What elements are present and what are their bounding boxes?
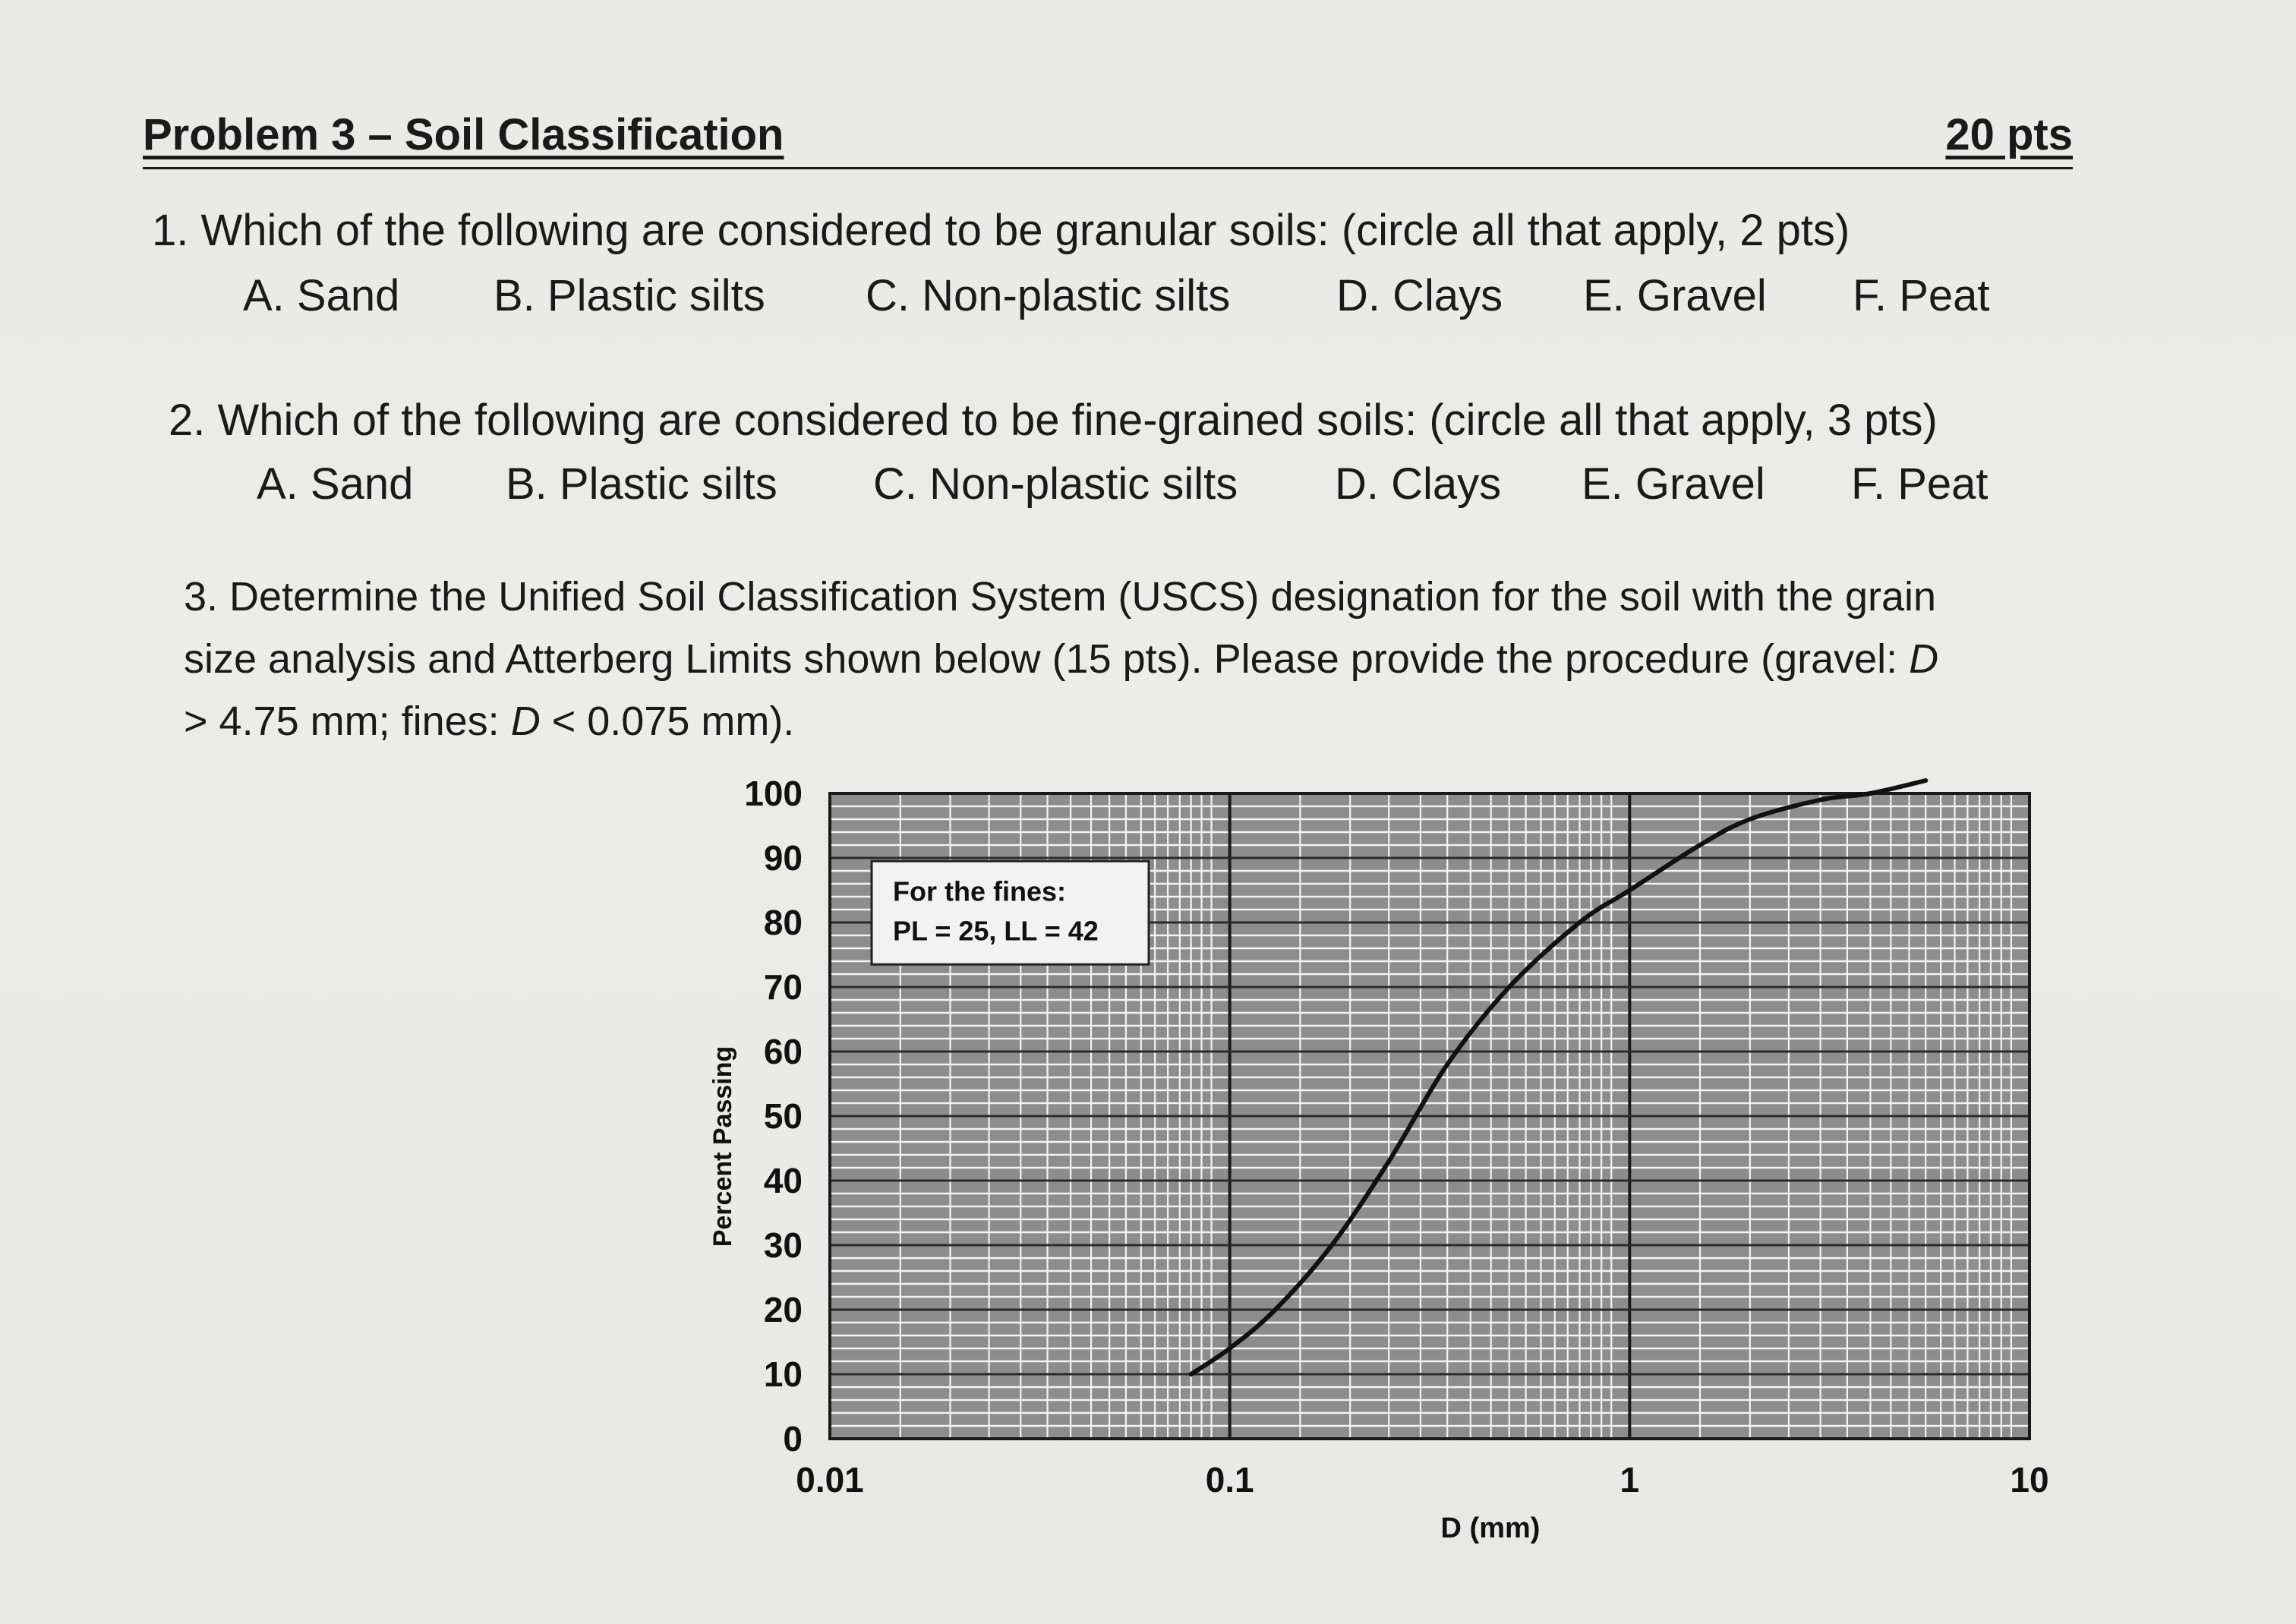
- question-1-text: 1. Which of the following are considered to be granular soils: (circle all that apply, 2 pts): [152, 206, 1850, 255]
- x-tick-label: 1: [1620, 1460, 1640, 1499]
- q1-choice-d[interactable]: D. Clays: [1336, 271, 1503, 320]
- q2-choice-d[interactable]: D. Clays: [1335, 459, 1502, 509]
- y-axis-label: Percent Passing: [708, 1045, 737, 1247]
- x-tick-label: 0.1: [1205, 1460, 1254, 1499]
- q2-choice-b[interactable]: B. Plastic silts: [506, 459, 777, 509]
- question-2-text: 2. Which of the following are considered to be fine-grained soils: (circle all that apply, 3 pts): [169, 396, 1938, 445]
- y-tick-label: 80: [763, 903, 803, 942]
- q2-choice-c[interactable]: C. Non-plastic silts: [873, 459, 1238, 509]
- x-tick-label: 10: [2010, 1460, 2049, 1499]
- problem-points: 20 pts: [1945, 110, 2073, 159]
- grain-size-chart-svg: [683, 774, 2080, 1564]
- q2-choice-a[interactable]: A. Sand: [257, 459, 414, 509]
- y-tick-label: 40: [763, 1161, 803, 1200]
- y-tick-label: 50: [763, 1096, 803, 1136]
- y-tick-label: 60: [763, 1032, 803, 1071]
- q1-choice-b[interactable]: B. Plastic silts: [494, 271, 765, 320]
- q3-line-1: 3. Determine the Unified Soil Classification System (USCS) designation for the soil with the grain: [184, 574, 1937, 620]
- q1-choice-e[interactable]: E. Gravel: [1583, 271, 1767, 320]
- q1-choice-f[interactable]: F. Peat: [1853, 271, 1990, 320]
- y-tick-label: 70: [763, 967, 803, 1007]
- y-tick-label: 0: [783, 1419, 803, 1458]
- q1-choice-c[interactable]: C. Non-plastic silts: [866, 271, 1231, 320]
- grain-size-chart: [683, 774, 2080, 1568]
- q2-choice-e[interactable]: E. Gravel: [1582, 459, 1765, 509]
- q1-choice-a[interactable]: A. Sand: [243, 271, 400, 320]
- annotation-line-2: PL = 25, LL = 42: [893, 915, 1099, 947]
- x-tick-label: 0.01: [796, 1460, 864, 1499]
- y-tick-label: 30: [763, 1225, 803, 1265]
- y-tick-label: 90: [763, 838, 803, 878]
- question-3-text: [184, 566, 2097, 752]
- x-axis-label: D (mm): [1440, 1512, 1541, 1544]
- y-tick-label: 100: [744, 774, 803, 813]
- problem-title: Problem 3 – Soil Classification: [143, 110, 784, 159]
- q3-line-3: > 4.75 mm; fines: D < 0.075 mm).: [184, 698, 795, 744]
- y-tick-label: 10: [763, 1354, 803, 1394]
- y-tick-label: 20: [763, 1290, 803, 1329]
- annotation-line-1: For the fines:: [893, 875, 1067, 907]
- q3-line-2: size analysis and Atterberg Limits shown below (15 pts). Please provide the procedure (gravel: D: [184, 636, 1939, 682]
- q2-choice-f[interactable]: F. Peat: [1851, 459, 1988, 509]
- problem-header: [143, 106, 2073, 169]
